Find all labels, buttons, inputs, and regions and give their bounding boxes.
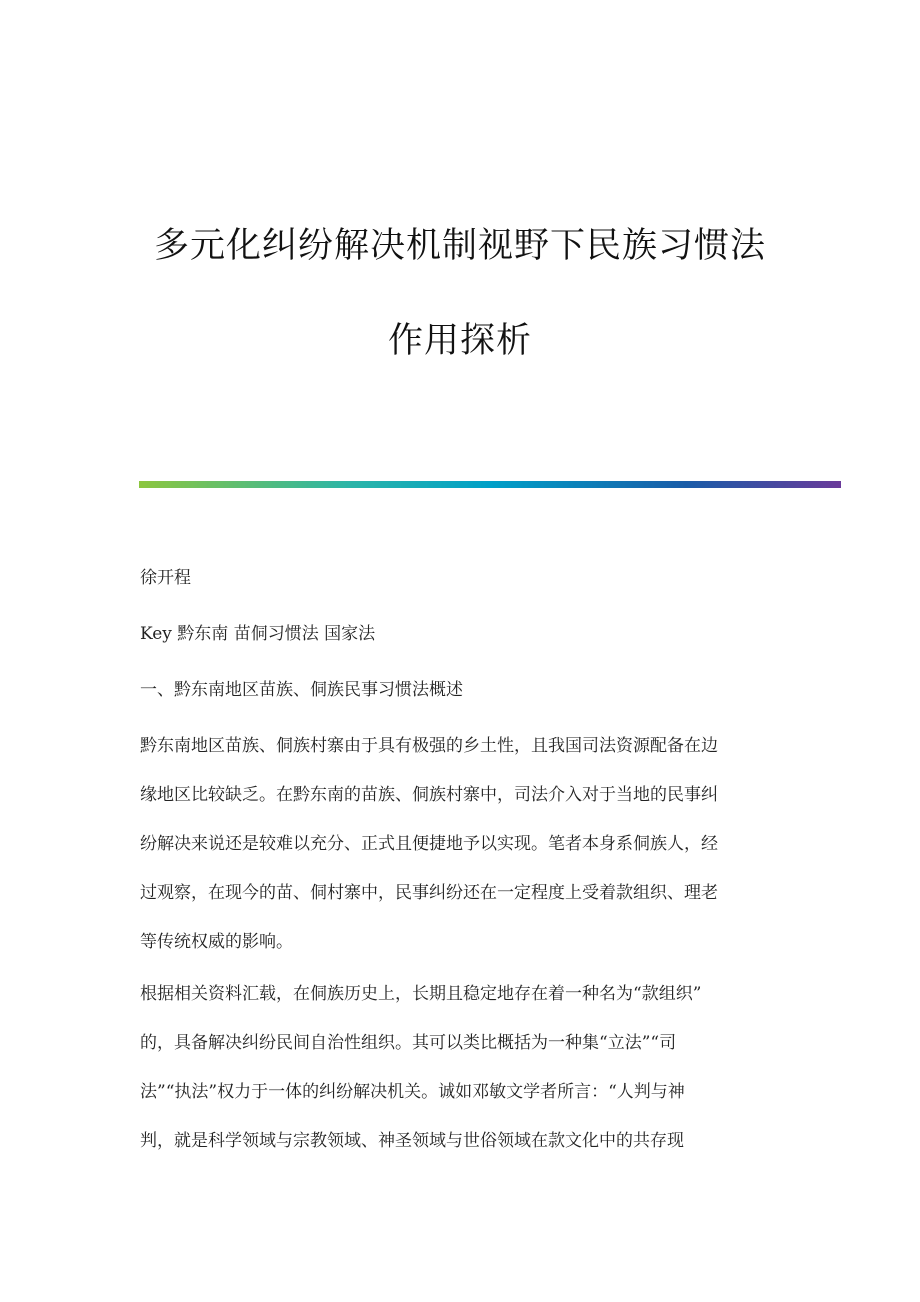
paragraph-line: 法”“执法”权力于一体的纠纷解决机关。诚如邓敏文学者所言：“人判与神 <box>140 1082 685 1102</box>
author-name: 徐开程 <box>140 568 191 588</box>
paragraph-line: 根据相关资料汇载，在侗族历史上，长期且稳定地存在着一种名为“款组织” <box>140 984 702 1004</box>
paragraph-line: 的，具备解决纠纷民间自治性组织。其可以类比概括为一种集“立法”“司 <box>140 1033 677 1053</box>
document-title-line-1: 多元化纠纷解决机制视野下民族习惯法 <box>153 226 766 266</box>
paragraph-line: 判，就是科学领域与宗教领域、神圣领域与世俗领域在款文化中的共存现 <box>140 1131 684 1151</box>
paragraph-line: 等传统权威的影响。 <box>140 932 293 952</box>
paragraph-line: 过观察，在现今的苗、侗村寨中，民事纠纷还在一定程度上受着款组织、理老 <box>140 883 718 903</box>
gradient-divider <box>139 481 841 488</box>
section-heading: 一、黔东南地区苗族、侗族民事习惯法概述 <box>140 680 463 700</box>
paragraph-line: 纷解决来说还是较难以充分、正式且便捷地予以实现。笔者本身系侗族人，经 <box>140 834 718 854</box>
paragraph-line: 黔东南地区苗族、侗族村寨由于具有极强的乡土性，且我国司法资源配备在边 <box>140 736 718 756</box>
keywords-line: Key 黔东南 苗侗习惯法 国家法 <box>140 624 376 644</box>
paragraph-line: 缘地区比较缺乏。在黔东南的苗族、侗族村寨中，司法介入对于当地的民事纠 <box>140 785 718 805</box>
document-title-line-2: 作用探析 <box>387 321 532 361</box>
